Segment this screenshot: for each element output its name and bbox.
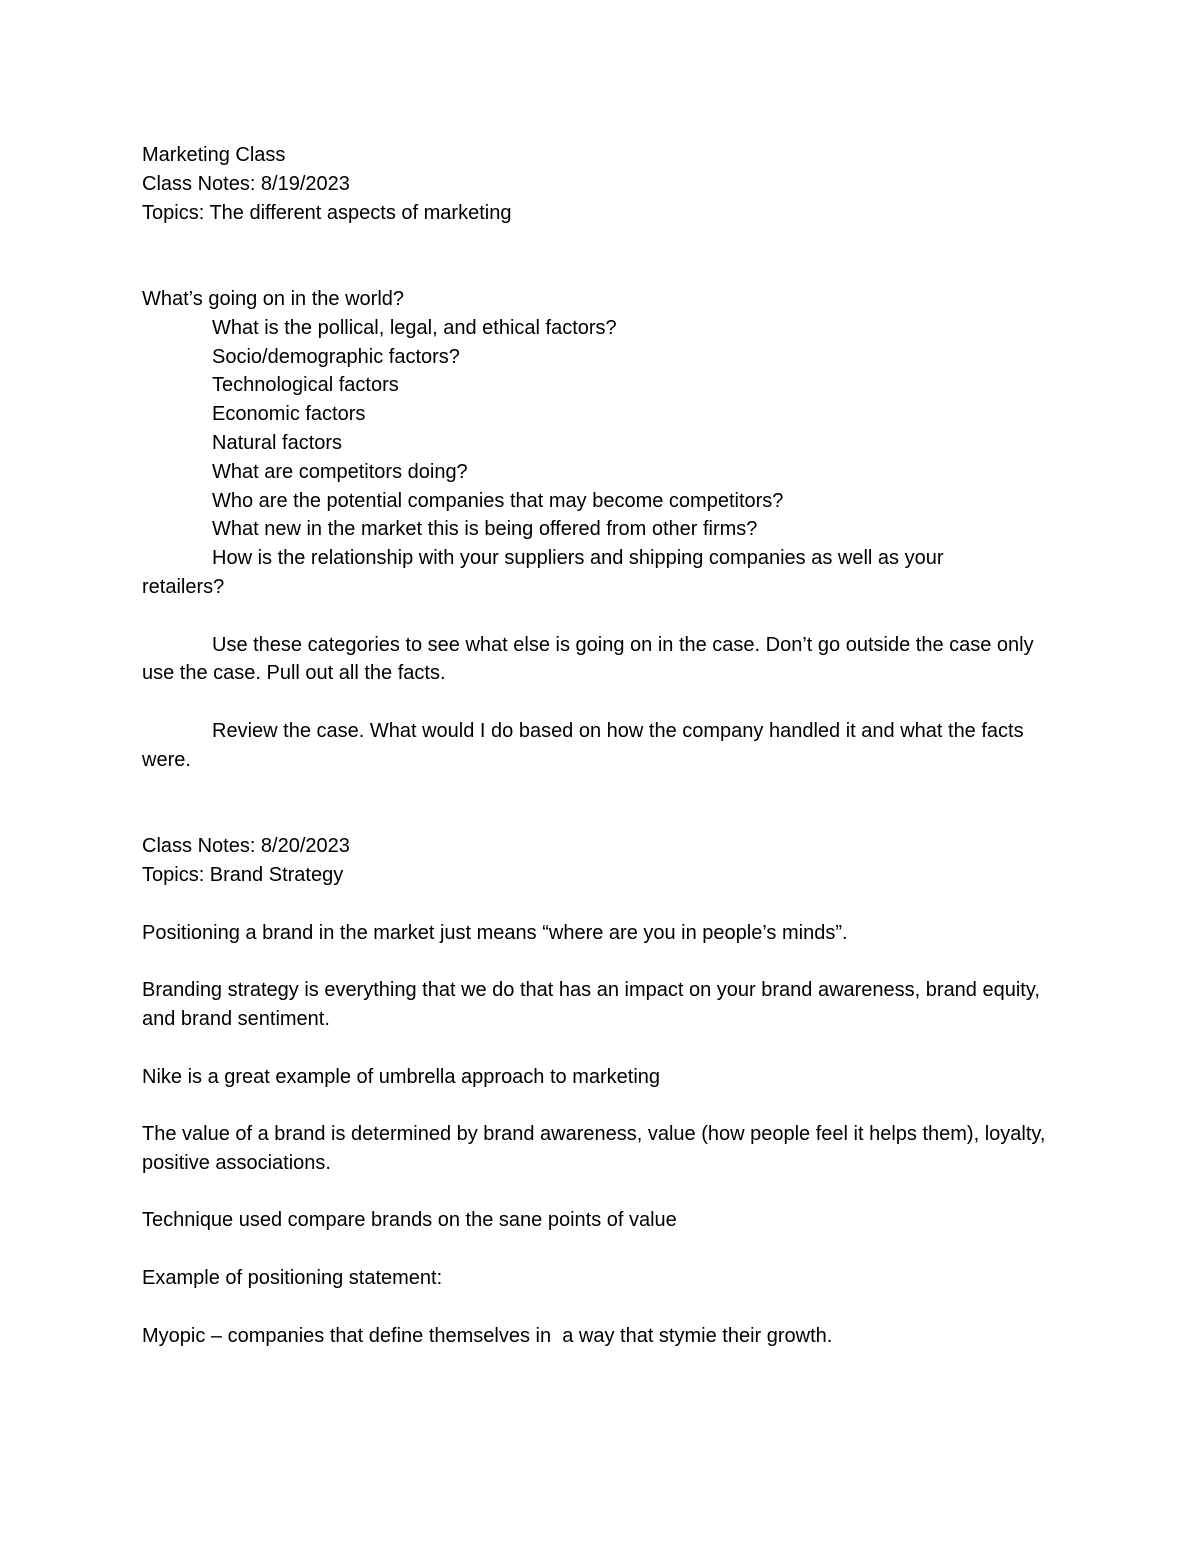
- paragraph: Positioning a brand in the market just means “where are you in people’s minds”.: [142, 921, 848, 944]
- list-item: What new in the market this is being offered from other firms?: [212, 518, 758, 541]
- spacer: [142, 890, 1062, 919]
- spacer: [142, 1091, 1062, 1120]
- list-item: What is the pollical, legal, and ethical factors?: [212, 316, 617, 339]
- spacer: [142, 1293, 1062, 1322]
- list-item: Who are the potential companies that may become competitors?: [212, 489, 784, 512]
- paragraph: Myopic – companies that define themselves in a way that stymie their growth.: [142, 1324, 833, 1347]
- list-item: What are competitors doing?: [212, 460, 468, 483]
- spacer: [142, 1235, 1062, 1264]
- spacer: [142, 1178, 1062, 1207]
- spacer: [142, 1034, 1062, 1063]
- paragraph: Use these categories to see what else is going on in the case. Don’t go outside the case only use the case. Pull out all the facts.: [142, 633, 1040, 685]
- paragraph: Review the case. What would I do based on how the company handled it and what the facts were.: [142, 719, 1030, 771]
- list-item: How is the relationship with your suppliers and shipping companies as well as your retailers?: [142, 547, 950, 598]
- list-item: Technological factors: [212, 374, 399, 397]
- paragraph: Nike is a great example of umbrella approach to marketing: [142, 1065, 661, 1088]
- spacer: [142, 775, 1062, 833]
- paragraph: Branding strategy is everything that we do that has an impact on your brand awareness, brand equity, and brand sentiment.: [142, 979, 1046, 1030]
- course-title: Marketing Class: [142, 144, 286, 166]
- paragraph: Example of positioning statement:: [142, 1267, 443, 1290]
- list-item: Economic factors: [212, 403, 366, 426]
- paragraph: The value of a brand is determined by brand awareness, value (how people feel it helps them), loyalty, positive associations.: [142, 1123, 1052, 1174]
- spacer: [142, 688, 1062, 717]
- document-body: [142, 141, 1062, 1350]
- spacer: [142, 227, 1062, 285]
- paragraph: Technique used compare brands on the sane points of value: [142, 1209, 677, 1232]
- notes-date: Class Notes: 8/20/2023: [142, 835, 350, 858]
- notes-date: Class Notes: 8/19/2023: [142, 172, 350, 195]
- notes-topics: Topics: Brand Strategy: [142, 863, 344, 886]
- section-question: What’s going on in the world?: [142, 287, 405, 310]
- list-item: Natural factors: [212, 431, 343, 454]
- spacer: [142, 602, 1062, 631]
- notes-topics: Topics: The different aspects of marketing: [142, 201, 512, 224]
- list-item: Socio/demographic factors?: [212, 345, 460, 368]
- spacer: [142, 947, 1062, 976]
